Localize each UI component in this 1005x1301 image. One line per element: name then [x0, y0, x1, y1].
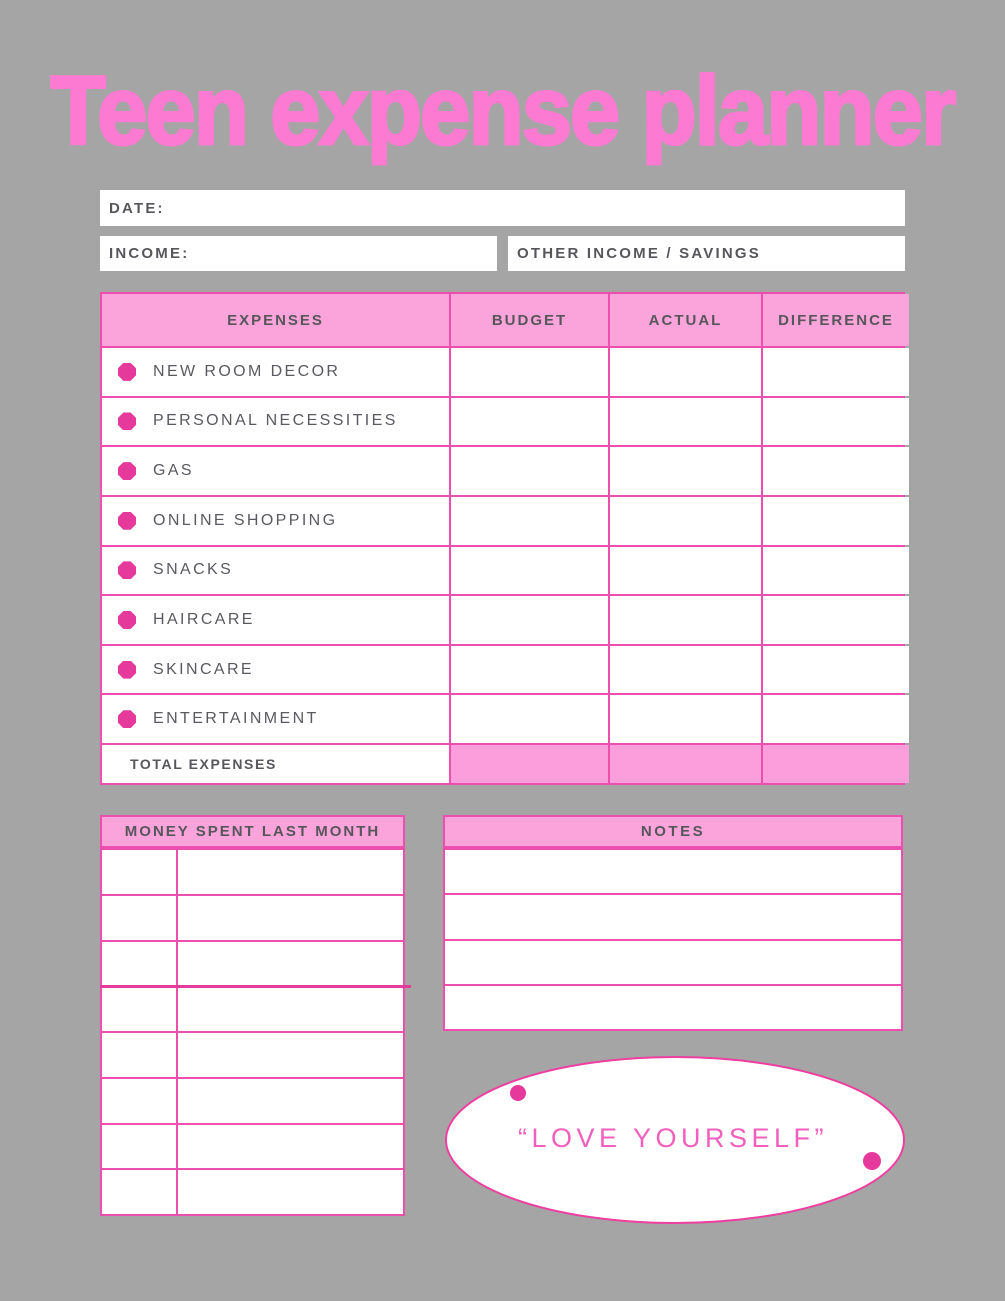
quote-ellipse: [443, 1053, 907, 1225]
column-header-budget: BUDGET: [451, 294, 608, 346]
difference-cell[interactable]: [763, 398, 909, 446]
total-difference-cell[interactable]: [763, 745, 909, 783]
column-header-actual: ACTUAL: [610, 294, 761, 346]
column-header-expenses: EXPENSES: [102, 294, 449, 346]
expense-row-label: SNACKS: [102, 547, 449, 595]
actual-cell[interactable]: [610, 646, 761, 694]
notes-section: [443, 848, 903, 1031]
expense-row-label: HAIRCARE: [102, 596, 449, 644]
notes-header: NOTES: [443, 815, 903, 848]
income-label: INCOME:: [109, 245, 190, 262]
actual-cell[interactable]: [610, 695, 761, 743]
expense-table: [100, 292, 905, 785]
money-item-cell[interactable]: [178, 1079, 403, 1123]
money-amount-cell[interactable]: [102, 1170, 176, 1214]
money-spent-table: [100, 848, 405, 1216]
difference-cell[interactable]: [763, 596, 909, 644]
expense-row-label: SKINCARE: [102, 646, 449, 694]
difference-cell[interactable]: [763, 646, 909, 694]
expense-row-label: GAS: [102, 447, 449, 495]
bullet-dot-icon: [118, 611, 136, 629]
budget-cell[interactable]: [451, 646, 608, 694]
page-title: Teen expense planner: [50, 56, 955, 165]
money-amount-cell[interactable]: [102, 942, 176, 986]
expense-row-label: PERSONAL NECESSITIES: [102, 398, 449, 446]
money-spent-header: MONEY SPENT LAST MONTH: [100, 815, 405, 848]
expense-row-label: NEW ROOM DECOR: [102, 348, 449, 396]
budget-cell[interactable]: [451, 398, 608, 446]
money-item-cell[interactable]: [178, 896, 403, 940]
notes-line[interactable]: [445, 895, 901, 938]
difference-cell[interactable]: [763, 547, 909, 595]
notes-line[interactable]: [445, 850, 901, 893]
date-field[interactable]: [100, 190, 905, 226]
quote-dot-icon: [863, 1152, 881, 1170]
budget-cell[interactable]: [451, 447, 608, 495]
money-item-cell[interactable]: [178, 987, 403, 1031]
income-field[interactable]: [100, 236, 497, 271]
difference-cell[interactable]: [763, 447, 909, 495]
bullet-dot-icon: [118, 412, 136, 430]
budget-cell[interactable]: [451, 596, 608, 644]
other-income-savings-field[interactable]: [508, 236, 905, 271]
total-expenses-label: TOTAL EXPENSES: [130, 756, 277, 772]
bullet-dot-icon: [118, 462, 136, 480]
quote-dot-icon: [510, 1085, 526, 1101]
budget-cell[interactable]: [451, 497, 608, 545]
notes-line[interactable]: [445, 986, 901, 1029]
actual-cell[interactable]: [610, 547, 761, 595]
money-amount-cell[interactable]: [102, 1125, 176, 1169]
money-amount-cell[interactable]: [102, 850, 176, 894]
difference-cell[interactable]: [763, 348, 909, 396]
budget-cell[interactable]: [451, 547, 608, 595]
bullet-dot-icon: [118, 561, 136, 579]
total-actual-cell[interactable]: [610, 745, 761, 783]
bullet-dot-icon: [118, 512, 136, 530]
bullet-dot-icon: [118, 710, 136, 728]
total-expenses-row: [102, 745, 449, 783]
actual-cell[interactable]: [610, 398, 761, 446]
money-item-cell[interactable]: [178, 1170, 403, 1214]
budget-cell[interactable]: [451, 348, 608, 396]
actual-cell[interactable]: [610, 447, 761, 495]
money-item-cell[interactable]: [178, 1033, 403, 1077]
other-income-label: OTHER INCOME / SAVINGS: [517, 245, 761, 262]
money-amount-cell[interactable]: [102, 1079, 176, 1123]
expense-row-label: ONLINE SHOPPING: [102, 497, 449, 545]
date-label: DATE:: [109, 199, 165, 217]
difference-cell[interactable]: [763, 497, 909, 545]
money-item-cell[interactable]: [178, 942, 403, 986]
quote-text: “LOVE YOURSELF”: [517, 1123, 829, 1153]
bullet-dot-icon: [118, 363, 136, 381]
total-budget-cell[interactable]: [451, 745, 608, 783]
money-amount-cell[interactable]: [102, 896, 176, 940]
actual-cell[interactable]: [610, 497, 761, 545]
bullet-dot-icon: [118, 661, 136, 679]
money-amount-cell[interactable]: [102, 987, 176, 1031]
accent-divider-line: [100, 985, 411, 988]
budget-cell[interactable]: [451, 695, 608, 743]
actual-cell[interactable]: [610, 348, 761, 396]
actual-cell[interactable]: [610, 596, 761, 644]
difference-cell[interactable]: [763, 695, 909, 743]
money-item-cell[interactable]: [178, 1125, 403, 1169]
column-header-difference: DIFFERENCE: [763, 294, 909, 346]
expense-row-label: ENTERTAINMENT: [102, 695, 449, 743]
notes-line[interactable]: [445, 941, 901, 984]
money-item-cell[interactable]: [178, 850, 403, 894]
money-amount-cell[interactable]: [102, 1033, 176, 1077]
